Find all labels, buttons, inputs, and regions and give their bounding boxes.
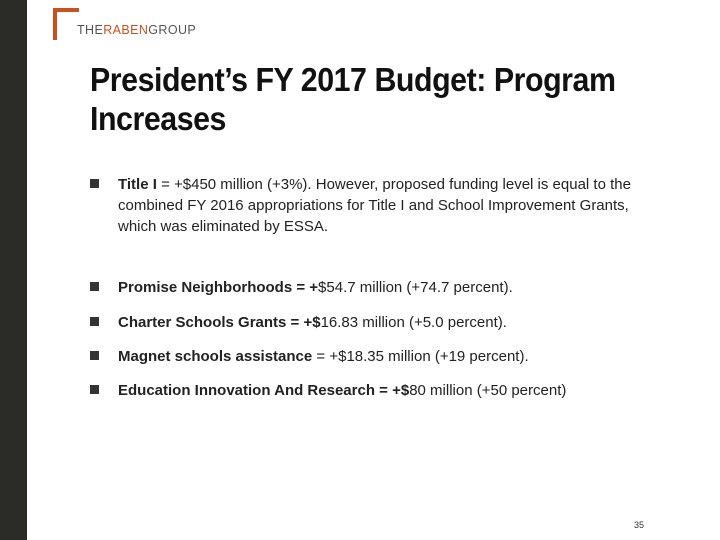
logo-bracket-icon [53,8,79,40]
bullet-term: Title I [118,176,157,193]
bullet-item-education-innovation [90,380,566,401]
bullet-text: = +$450 million (+3%). However, proposed funding level is equal to the combined FY 2016 appropriations for Title I and School Improvement Grants, which was eliminated by ESSA. [118,176,631,235]
bullet-term: Promise Neighborhoods = + [118,279,319,296]
bullet-item-promise-neighborhoods [90,277,513,298]
bullet-square-icon [90,351,99,360]
logo-wordmark: THERABENGROUP [77,23,197,37]
bullet-item-magnet-schools [90,346,529,367]
bullet-text: 16.83 million (+5.0 percent). [320,314,507,331]
page-number: 35 [634,520,645,530]
bullet-term: Education Innovation And Research = +$ [118,382,410,399]
slide-title: President’s FY 2017 Budget: Program Increases [90,61,616,137]
bullet-text: = +$18.35 million (+19 percent). [312,348,529,365]
left-accent-bar [0,0,27,540]
bullet-term: Magnet schools assistance [118,348,313,365]
bullet-square-icon [90,282,99,291]
bullet-term: Charter Schools Grants = +$ [118,314,321,331]
bullet-item-charter-schools [90,312,507,333]
bullet-text: 80 million (+50 percent) [409,382,567,399]
bullet-item-title-i [90,174,650,237]
bullet-square-icon [90,385,99,394]
bullet-square-icon [90,179,99,188]
bullet-square-icon [90,317,99,326]
bullet-text: $54.7 million (+74.7 percent). [318,279,513,296]
